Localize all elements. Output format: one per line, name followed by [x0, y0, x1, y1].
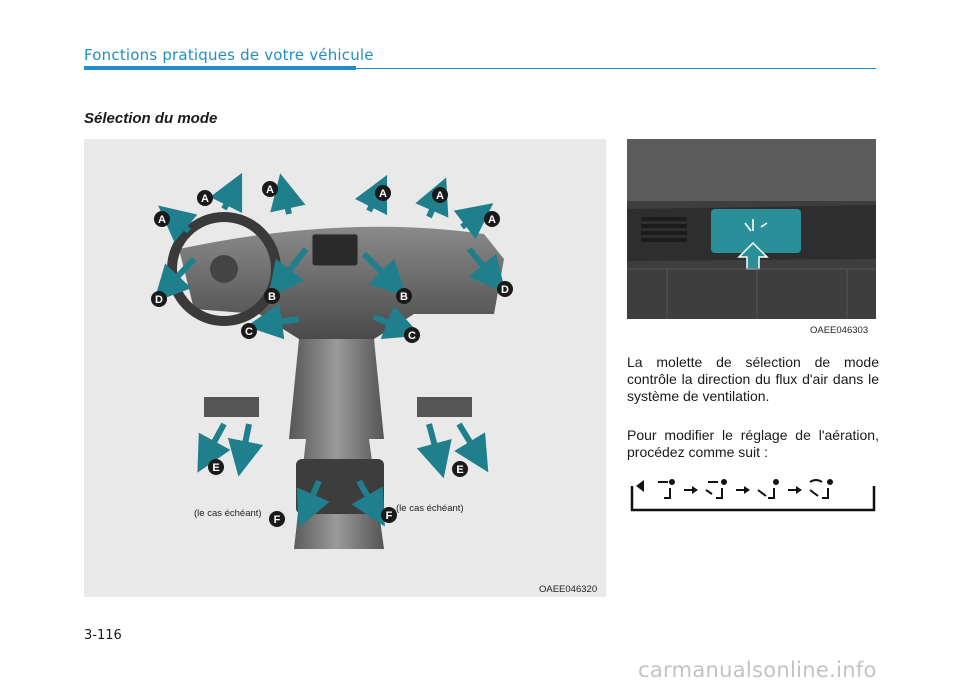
paragraph-intro: La molette de sélection de mode contrôle la direction du flux d'air dans le système de ventilation. — [627, 354, 879, 404]
vent-label-a2 — [262, 181, 278, 197]
figure-code-main: OAEE046320 — [539, 584, 598, 595]
mode-sequence — [628, 474, 878, 514]
vent-label-a1 — [197, 190, 213, 206]
watermark: carmanualsonline.info — [638, 658, 877, 682]
page-number: 3-116 — [84, 628, 122, 643]
center-console — [289, 339, 384, 549]
vent-label-d1 — [151, 291, 167, 307]
svg-text:D: D — [501, 284, 509, 296]
svg-text:F: F — [385, 510, 393, 522]
caption-left: (le cas échéant) — [194, 508, 262, 519]
header-rule-thin — [356, 68, 876, 69]
vent-label-b2 — [396, 288, 412, 304]
svg-text:A: A — [201, 193, 209, 205]
vent-label-f2 — [381, 507, 397, 523]
header-rule-thick — [84, 66, 356, 70]
svg-text:A: A — [436, 190, 444, 202]
svg-text:B: B — [400, 291, 408, 303]
vent-label-a4 — [432, 187, 448, 203]
section-title: Fonctions pratiques de votre véhicule — [84, 46, 374, 64]
svg-text:E: E — [212, 462, 220, 474]
svg-text:C: C — [408, 330, 416, 342]
bi-level-icon — [706, 480, 726, 498]
dashboard-illustration — [84, 139, 606, 597]
mode-button-figure — [627, 139, 876, 336]
svg-text:D: D — [155, 294, 163, 306]
floor-vent-icon — [758, 480, 778, 498]
svg-text:A: A — [158, 214, 166, 226]
vent-label-c2 — [404, 327, 420, 343]
figure-code-side: OAEE046303 — [810, 325, 869, 336]
vent-label-f1 — [269, 511, 285, 527]
dashboard-vents-figure — [84, 139, 606, 597]
vent-label-e1 — [208, 459, 224, 475]
svg-text:C: C — [245, 326, 253, 338]
mode-button-illustration — [627, 139, 876, 332]
floor-defrost-icon — [810, 480, 832, 498]
infotainment-screen — [312, 234, 358, 266]
vent-label-d2 — [497, 281, 513, 297]
vent-label-a6 — [484, 211, 500, 227]
svg-text:A: A — [488, 214, 496, 226]
svg-text:F: F — [273, 514, 281, 526]
vent-label-a5 — [154, 211, 170, 227]
face-vent-icon — [658, 480, 674, 498]
vent-label-a3 — [375, 185, 391, 201]
svg-text:A: A — [379, 188, 387, 200]
subheading: Sélection du mode — [84, 110, 218, 127]
vent-label-e2 — [452, 461, 468, 477]
svg-text:E: E — [456, 464, 464, 476]
vent-label-c1 — [241, 323, 257, 339]
svg-text:B: B — [268, 291, 276, 303]
caption-right: (le cas échéant) — [396, 503, 464, 514]
paragraph-steps: Pour modifier le réglage de l'aération, procédez comme suit : — [627, 427, 879, 460]
vent-label-b1 — [264, 288, 280, 304]
svg-text:A: A — [266, 184, 274, 196]
